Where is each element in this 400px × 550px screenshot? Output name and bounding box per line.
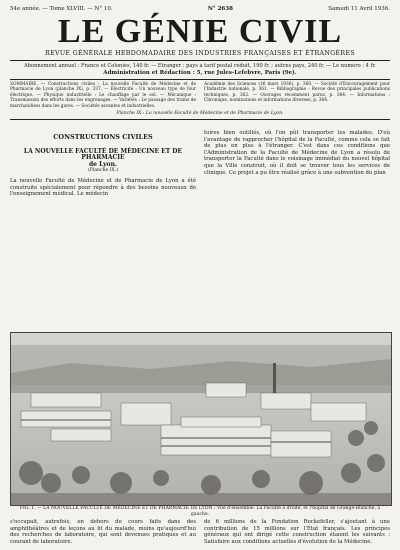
journal-subtitle: REVUE GÉNÉRALE HEBDOMADAIRE DES INDUSTRIES FRANÇAISES ET ÉTRANGÈRES (45, 50, 355, 57)
year-volume: 54e année. — Tome XLVIII. — N° 10. (10, 6, 113, 12)
plate-reference: Planche IX : La nouvelle Faculté de Médecine et de Pharmacie de Lyon. (116, 111, 284, 117)
article-text-col1: La nouvelle Faculté de Médecine et de Pharmacie de Lyon a été construite spécialement pour répondre à des besoins nouveaux de l'enseignement médical. Le médecin (10, 178, 196, 198)
subscription-line: Abonnement annuel : France et Colonies, 140 fr. — Étranger : pays à tarif postal réduit, 190 fr. ; autres pays, 240 fr. — Le numéro : 4 fr. (24, 63, 376, 69)
figure-caption: FIG. 1. — LA NOUVELLE FACULTÉ DE MÉDECINE ET DE PHARMACIE DE LYON : Vue d'ensemble. La Faculté à droite, et l'hôpital de Grange-Blanche, à gauche. (19, 506, 381, 517)
plate-note: (Planche IX.) (87, 168, 119, 174)
divider (10, 119, 390, 120)
administration-line: Administration et Rédaction : 5, rue Jules-Lefebvre, Paris (9e). (103, 70, 297, 76)
journal-title: LE GÉNIE CIVIL (57, 13, 343, 50)
table-of-contents (10, 82, 390, 109)
issue-date: Samedi 11 Avril 1936. (328, 6, 390, 12)
summary-left: SOMMAIRE. — Constructions civiles : La nouvelle Faculté de Médecine et de Pharmacie de Lyon (planche IX), p. 337. — Électricité : Un nouveau type de four électrique. — Physique industrielle : Le chauffage par le sol. — Mécanique : Transmission des efforts dans les engrenages. — Variétés : Le passage des trains de marchandises dans les gares. — Sociétés savantes et industrielles. (10, 82, 196, 109)
section-heading: CONSTRUCTIONS CIVILES (53, 133, 153, 142)
article-title: LA NOUVELLE FACULTÉ DE MÉDECINE ET DE PHARMACIE (23, 147, 183, 162)
issue-number: N° 2638 (207, 6, 233, 12)
divider (10, 60, 390, 61)
summary-right: Académie des Sciences (16 mars 1936), p. 360. — Société d'Encouragement pour l'Industrie nationale, p. 361. — Bibliographie : Revue des principales publications techniques, p. 362. — Ouvrages récemment parus, p. 364. — Informations : Chronique, nominations et informations diverses, p. 364. (204, 82, 390, 104)
photo-illustration (11, 333, 391, 505)
bottom-text-col2: de 6 millions de la Fondation Rockefeller, s'ajoutant à une contribution de 15 millions sur l'État français. Les principes généraux qui ont dirigé cette construction étaient les suivants : Satisfaire aux conditions actuelles d'évolution de la Médecine. (204, 519, 390, 545)
bottom-columns (10, 519, 390, 545)
article-text-col2: toires bien outillés, où l'on pût transporter les malades. D'où l'avantage de rapprocher l'hôpital de la Faculté, comme cela se fait de plus en plus à l'étranger. C'est dans ces conditions que l'Administration de la Faculté de Médecine de Lyon a résolu de transporter la Faculté dans le voisinage immédiat du nouvel hôpital que la Ville construit, où il doit se trouver tous les services de clinique. Ce projet a pu être réalisé grâce à une subvention du plan (204, 130, 390, 176)
masthead-top-line (10, 6, 390, 13)
article-city: de Lyon. (88, 160, 118, 168)
article-columns (10, 130, 390, 198)
article-column-right (204, 130, 390, 198)
bottom-text-col1: s'occupait, autrefois, en dehors de cours faits dans des amphithéâtres et de leçons au lit du malade, moins qu'aujourd'hui des recherches de laboratoire, qui sont devenues pratiques et au courant de laboratoire. (10, 519, 196, 545)
article-column-left (10, 130, 196, 198)
journal-page (10, 6, 390, 546)
divider (10, 79, 390, 80)
campus-photograph (10, 332, 392, 506)
